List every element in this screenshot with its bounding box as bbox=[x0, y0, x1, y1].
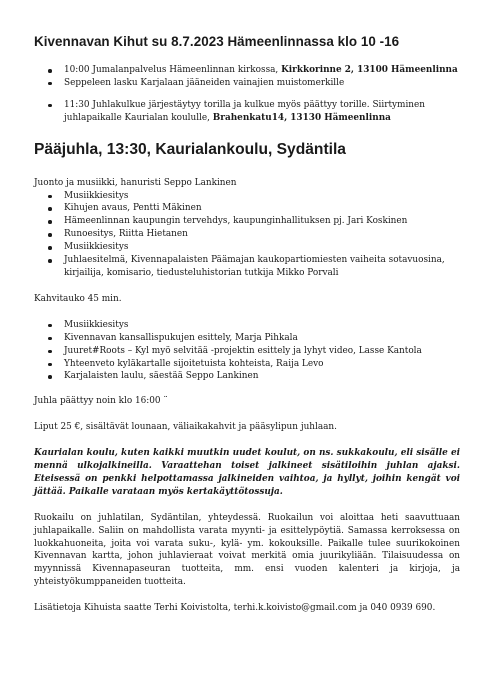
document-title: Kivennavan Kihut su 8.7.2023 Hämeenlinnassa klo 10 -16 bbox=[34, 34, 400, 49]
procession-list bbox=[34, 99, 460, 125]
program-list-2 bbox=[34, 319, 460, 384]
coffee-break: Kahvitauko 45 min. bbox=[34, 293, 122, 304]
list-item: Karjalaisten laulu, säestää Seppo Lankinen bbox=[64, 370, 460, 383]
list-item: Musiikkiesitys bbox=[64, 319, 460, 332]
contact-info: Lisätietoja Kihuista saatte Terhi Koivistolta, terhi.k.koivisto@gmail.com ja 040 0939 690. bbox=[34, 603, 436, 614]
list-item: Musiikkiesitys bbox=[64, 241, 460, 254]
ticket-info: Liput 25 €, sisältävät lounaan, väliaikakahvit ja pääsylipun juhlaan. bbox=[34, 422, 337, 433]
program-list-1 bbox=[34, 190, 460, 280]
list-item: Hämeenlinnan kaupungin tervehdys, kaupunginhallituksen pj. Jari Koskinen bbox=[64, 215, 460, 228]
list-item: Kivennavan kansallispukujen esittely, Marja Pihkala bbox=[64, 332, 460, 345]
list-item: Yhteenveto kyläkartalle sijoitetuista kohteista, Raija Levo bbox=[64, 358, 460, 371]
end-time: Juhla päättyy noin klo 16:00 ¨ bbox=[34, 396, 168, 407]
morning-list bbox=[34, 64, 460, 90]
list-item: 10:00 Jumalanpalvelus Hämeenlinnan kirkossa, Kirkkorinne 2, 13100 Hämeenlinna bbox=[64, 64, 460, 77]
list-item: Runoesitys, Riitta Hietanen bbox=[64, 228, 460, 241]
list-item: Seppeleen lasku Karjalaan jääneiden vainajien muistomerkille bbox=[64, 77, 460, 90]
shoe-note: Kaurialan koulu, kuten kaikki muutkin uudet koulut, on ns. sukkakoulu, eli sisälle ei mennä ulkojalkineilla. Varaattehan toiset jalkineet sisätiloihin juhlan ajaksi. Eteisessä on penkki helpottamassa jalkineiden vaihtoa, ja hyllyt, joihin kengät voi jättää. Paikalle varataan myös kertakäyttötossuja. bbox=[34, 448, 460, 497]
list-item: 11:30 Juhlakulkue järjestäytyy torilla ja kulkue myös päättyy torille. Siirtyminen juhlapaikalle Kaurialan koululle, Brahenkatu14, 13130 Hämeenlinna bbox=[64, 99, 460, 125]
host-line: Juonto ja musiikki, hanuristi Seppo Lankinen bbox=[34, 177, 237, 188]
list-item: Musiikkiesitys bbox=[64, 190, 460, 203]
list-item: Juhlaesitelmä, Kivennapalaisten Päämajan kaukopartiomiesten vaiheita sotavuosina, kirjailija, komisario, tiedusteluhistorian tutkija Mikko Porvali bbox=[64, 254, 460, 280]
catering-info: Ruokailu on juhlatilan, Sydäntilan, yhteydessä. Ruokailun voi aloittaa heti saavuttuaan juhlapaikalle. Saliin on mahdollista varata myynti- ja esittelypöytiä. Samassa kerroksessa on luokkahuoneita, joita voi varata suku-, kylä- ym. kokouksille. Paikalle tulee suurikokoinen Kivennavan kartta, johon juhlavieraat voivat merkitä omia juurikyliään. Tilaisuudessa on myynnissä Kivennapaseuran tuotteita, mm. ensi vuoden kalenteri ja kirjoja, ja yhteistyökumppaneiden tuotteita. bbox=[34, 512, 460, 588]
list-item: Juuret#Roots – Kyl myö selvitää -projektin esittely ja lyhyt video, Lasse Kantola bbox=[64, 345, 460, 358]
main-heading: Pääjuhla, 13:30, Kaurialankoulu, Sydäntila bbox=[34, 140, 346, 158]
list-item: Kihujen avaus, Pentti Mäkinen bbox=[64, 202, 460, 215]
